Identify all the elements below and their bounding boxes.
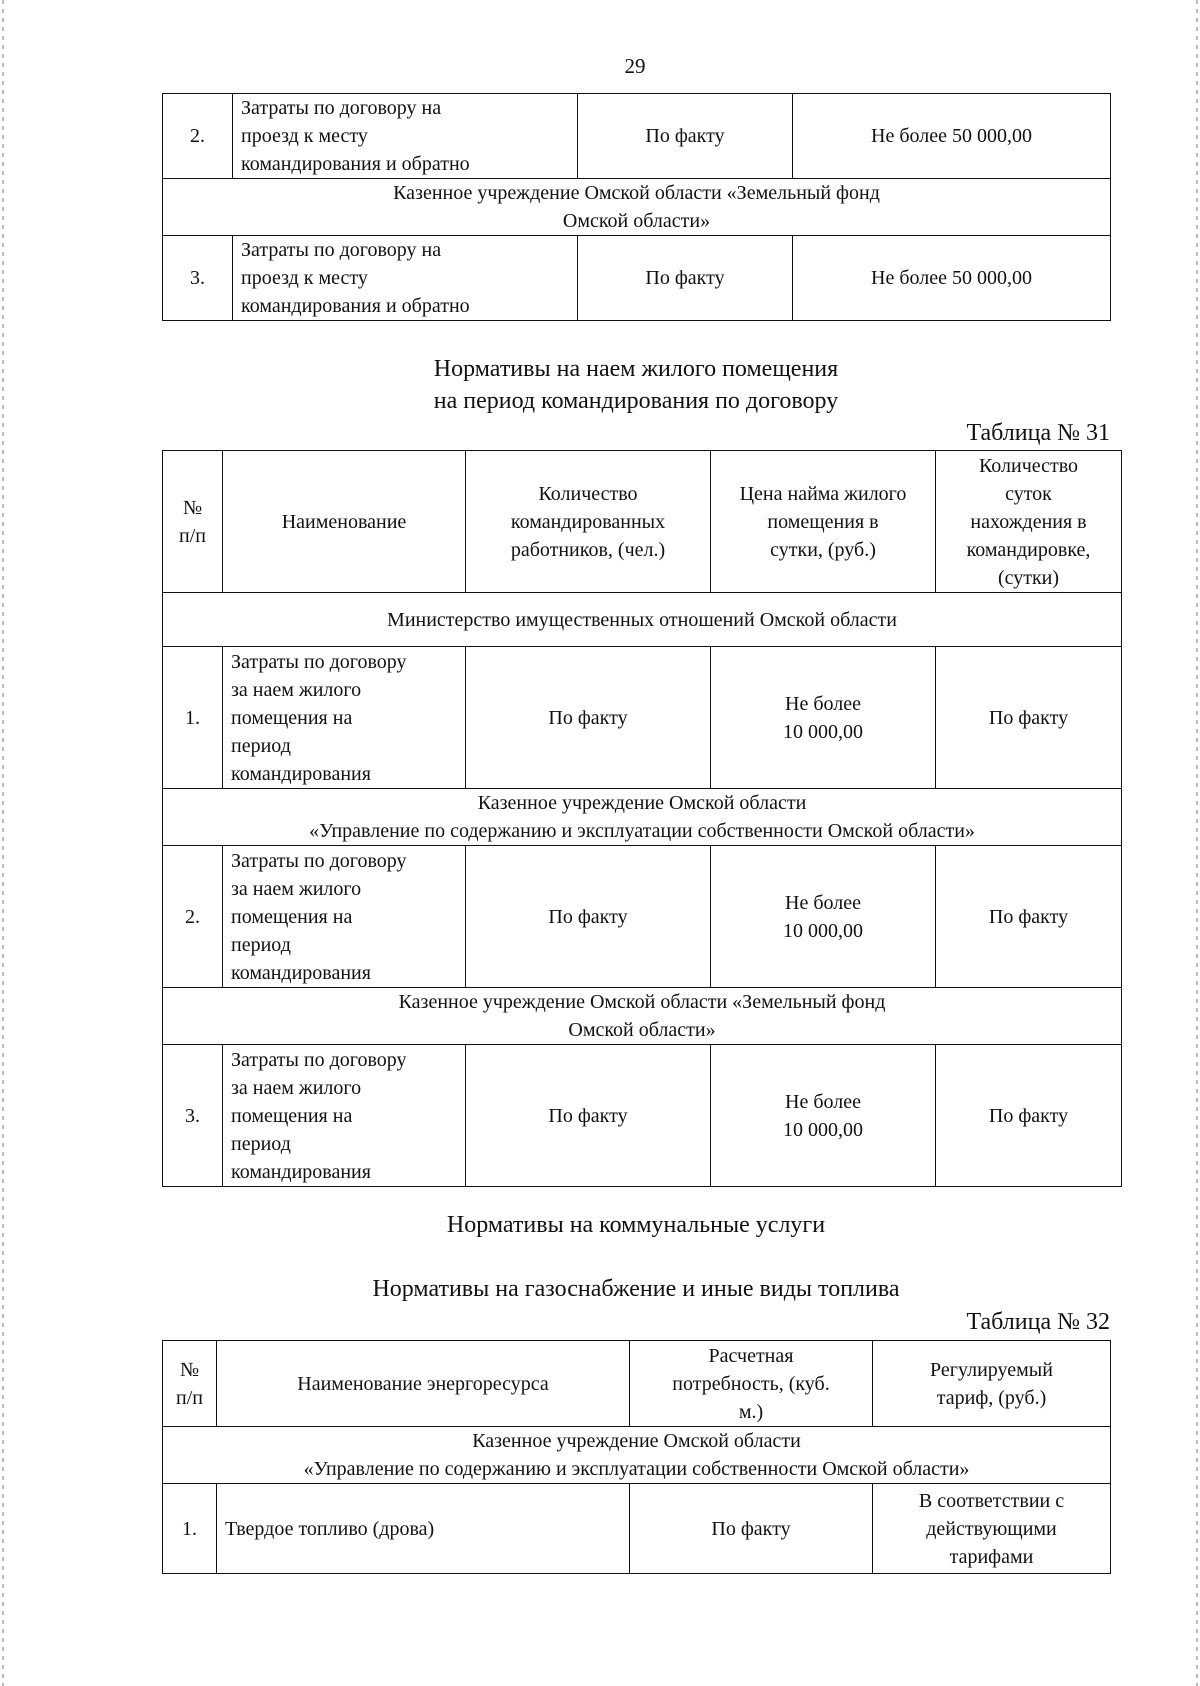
row-price: Не более 50 000,00	[793, 236, 1111, 321]
row-price: Не более 10 000,00	[711, 647, 936, 789]
row-number: 1.	[163, 647, 223, 789]
section-heading-housing: Нормативы на наем жилого помещения на период командирования по договору	[433, 356, 839, 414]
row-price: Не более 10 000,00	[711, 1045, 936, 1187]
row-qty: По факту	[466, 647, 711, 789]
header-price: Цена найма жилого помещения в сутки, (руб.)	[711, 451, 936, 593]
org-name: Казенное учреждение Омской области «Управление по содержанию и эксплуатации собственности Омской области»	[163, 1427, 1111, 1484]
section-heading-utilities: Нормативы на коммунальные услуги	[446, 1212, 826, 1238]
row-qty: По факту	[630, 1484, 873, 1574]
row-price: Не более 10 000,00	[711, 846, 936, 988]
row-days: По факту	[936, 647, 1122, 789]
row-price: Не более 50 000,00	[793, 94, 1111, 179]
row-name: Затраты по договору за наем жилого помещения на период командирования	[223, 846, 466, 988]
header-consumption: Расчетная потребность, (куб. м.)	[630, 1341, 873, 1427]
section-heading-fuel: Нормативы на газоснабжение и иные виды топлива	[372, 1276, 900, 1302]
table-header-row	[163, 451, 1122, 593]
org-row	[163, 593, 1122, 647]
row-name: Затраты по договору на проезд к месту командирования и обратно	[233, 94, 578, 179]
table-row	[163, 1045, 1122, 1187]
scan-edge-right	[1196, 0, 1198, 1686]
scan-edge-left	[2, 0, 4, 1686]
row-tariff: В соответствии с действующими тарифами	[873, 1484, 1111, 1574]
row-qty: По факту	[466, 846, 711, 988]
previous-table	[162, 93, 1111, 321]
row-number: 3.	[163, 236, 233, 321]
row-name: Твердое топливо (дрова)	[217, 1484, 630, 1574]
org-name: Казенное учреждение Омской области «Земельный фонд Омской области»	[163, 988, 1122, 1045]
table-row	[163, 1484, 1111, 1574]
org-row	[163, 1427, 1111, 1484]
header-number: № п/п	[163, 1341, 217, 1427]
header-name: Наименование	[223, 451, 466, 593]
org-name: Министерство имущественных отношений Омской области	[163, 593, 1122, 647]
row-number: 3.	[163, 1045, 223, 1187]
row-name: Затраты по договору за наем жилого помещения на период командирования	[223, 647, 466, 789]
row-qty: По факту	[466, 1045, 711, 1187]
page-number: 29	[624, 54, 646, 78]
org-name: Казенное учреждение Омской области «Земельный фонд Омской области»	[163, 179, 1111, 236]
row-days: По факту	[936, 1045, 1122, 1187]
org-name: Казенное учреждение Омской области «Управление по содержанию и эксплуатации собственности Омской области»	[163, 789, 1122, 846]
row-number: 2.	[163, 94, 233, 179]
table-31	[162, 450, 1122, 1187]
header-number: № п/п	[163, 451, 223, 593]
table-row	[163, 846, 1122, 988]
header-name: Наименование энергоресурса	[217, 1341, 630, 1427]
row-number: 1.	[163, 1484, 217, 1574]
row-number: 2.	[163, 846, 223, 988]
row-qty: По факту	[578, 236, 793, 321]
org-row	[163, 988, 1122, 1045]
row-days: По факту	[936, 846, 1122, 988]
row-name: Затраты по договору за наем жилого помещения на период командирования	[223, 1045, 466, 1187]
table-row	[163, 236, 1111, 321]
table-label-32: Таблица № 32	[966, 1309, 1110, 1335]
row-name: Затраты по договору на проезд к месту командирования и обратно	[233, 236, 578, 321]
table-row	[163, 94, 1111, 179]
table-32	[162, 1340, 1111, 1574]
header-tariff: Регулируемый тариф, (руб.)	[873, 1341, 1111, 1427]
org-row	[163, 179, 1111, 236]
header-qty: Количество командированных работников, (чел.)	[466, 451, 711, 593]
header-days: Количество суток нахождения в командировке, (сутки)	[936, 451, 1122, 593]
table-header-row	[163, 1341, 1111, 1427]
table-row	[163, 647, 1122, 789]
table-label-31: Таблица № 31	[966, 420, 1110, 446]
row-qty: По факту	[578, 94, 793, 179]
org-row	[163, 789, 1122, 846]
